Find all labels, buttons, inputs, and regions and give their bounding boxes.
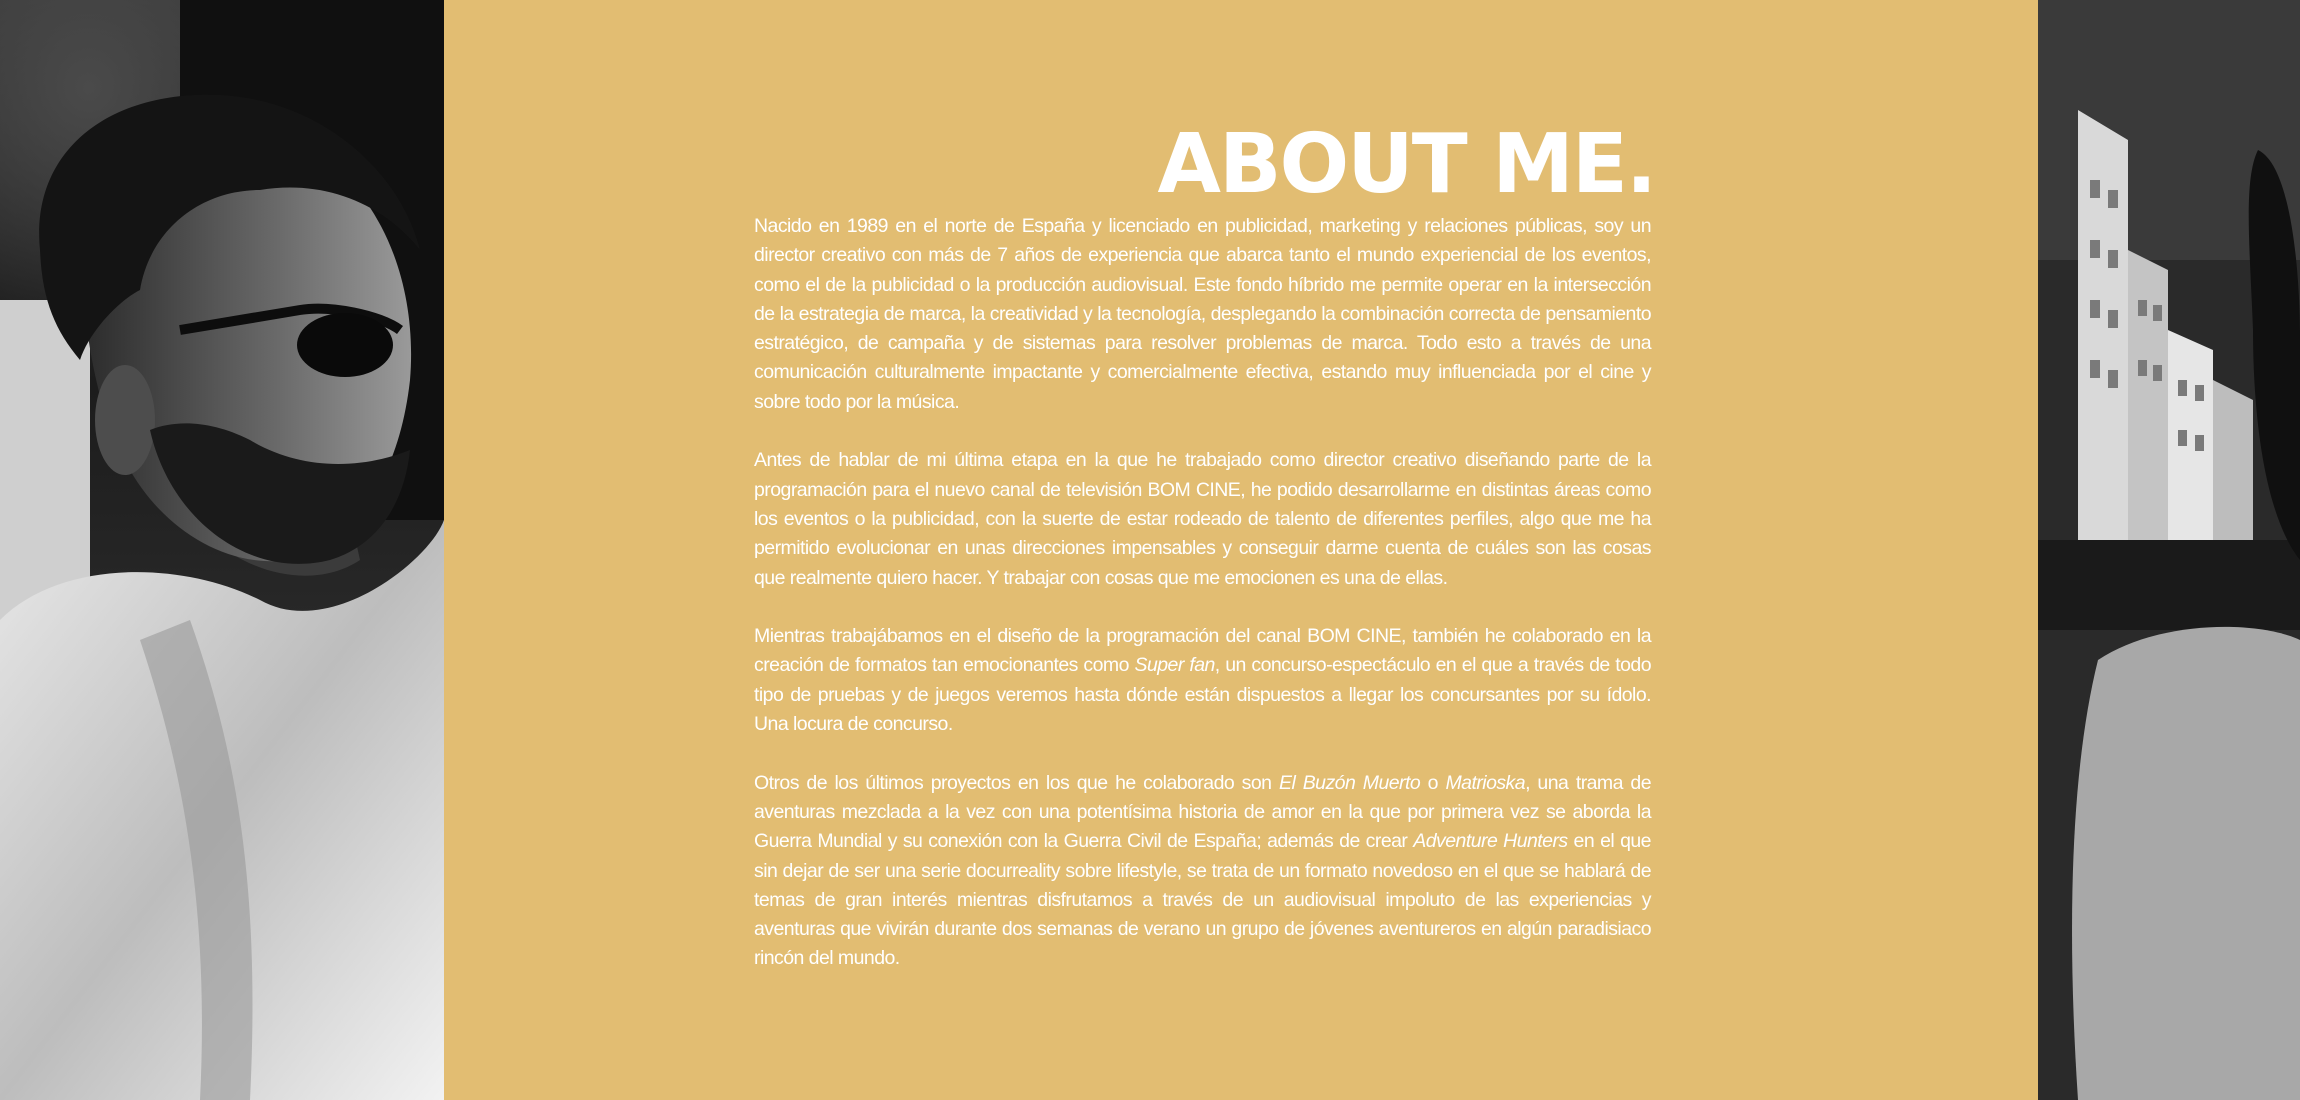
bio-text: Otros de los últimos proyectos en los que he colaborado son: [754, 771, 1279, 794]
page-title: ABOUT ME.: [1157, 117, 1655, 212]
bio-text: Nacido en 1989 en el norte de España y licenciado en publicidad, marketing y relaciones públicas, soy un director creativo con más de 7 años de experiencia que abarca tanto el mundo experiencial de los eventos, como el de la publicidad o la producción audiovisual. Este fondo híbrido me permite operar en la intersección de la estrategia de marca, la creatividad y la tecnología, desplegando la combinación correcta de pensamiento estratégico, de campaña y de sistemas para resolver problemas de marca. Todo esto a través de una comunicación culturalmente impactante y comercialmente efectiva, estando muy influenciada por el cine y sobre todo por la música.: [754, 215, 1651, 413]
project-title: Matrioska: [1445, 771, 1526, 794]
bio-paragraph: [754, 212, 1651, 417]
project-title: Adventure Hunters: [1413, 830, 1568, 853]
project-title: Super fan: [1134, 654, 1215, 677]
project-title: El Buzón Muerto: [1278, 771, 1421, 794]
bio-paragraph: [754, 622, 1651, 739]
bio-text: Antes de hablar de mi última etapa en la que he trabajado como director creativo diseñando parte de la programación para el nuevo canal de televisión BOM CINE, he podido desarrollarme en distintas áreas como los eventos o la publicidad, con la suerte de estar rodeado de talento de diferentes perfiles, algo que me ha permitido evolucionar en unas direcciones impensables y conseguir darme cuenta de cuáles son las cosas que realmente quiero hacer. Y trabajar con cosas que me emocionen es una de ellas.: [754, 449, 1651, 589]
bio-paragraph: [754, 769, 1651, 974]
portrait-photo: [0, 0, 444, 1100]
about-panel: [444, 0, 2038, 1100]
street-illustration: [2038, 0, 2300, 1100]
bio-paragraph: [754, 446, 1651, 592]
bio-text: Mientras trabajábamos en el diseño de la programación del canal BOM CINE, también he colaborado en la creación de formatos tan emocionantes como: [754, 625, 1651, 677]
bio-text: en el que sin dejar de ser una serie docurreality sobre lifestyle, se trata de un formato novedoso en el que se hablará de temas de gran interés mientras disfrutamos a través de un audiovisual impoluto de las experiencias y aventuras que vivirán durante dos semanas de verano un grupo de jóvenes aventureros en algún paradisiaco rincón del mundo.: [754, 830, 1651, 970]
biography-text: [754, 212, 1651, 1003]
portrait-illustration: [0, 0, 444, 1100]
bio-text: , un concurso-espectáculo en el que a través de todo tipo de pruebas y de juegos veremos hasta dónde están dispuestos a llegar los concursantes por su ídolo. Una locura de concurso.: [754, 654, 1651, 736]
street-photo: [2038, 0, 2300, 1100]
bio-text: , una trama de aventuras mezclada a la vez con una potentísima historia de amor en la que por primera vez se aborda la Guerra Mundial y su conexión con la Guerra Civil de España; además de crear: [754, 771, 1652, 853]
bio-text: o: [1420, 771, 1446, 794]
